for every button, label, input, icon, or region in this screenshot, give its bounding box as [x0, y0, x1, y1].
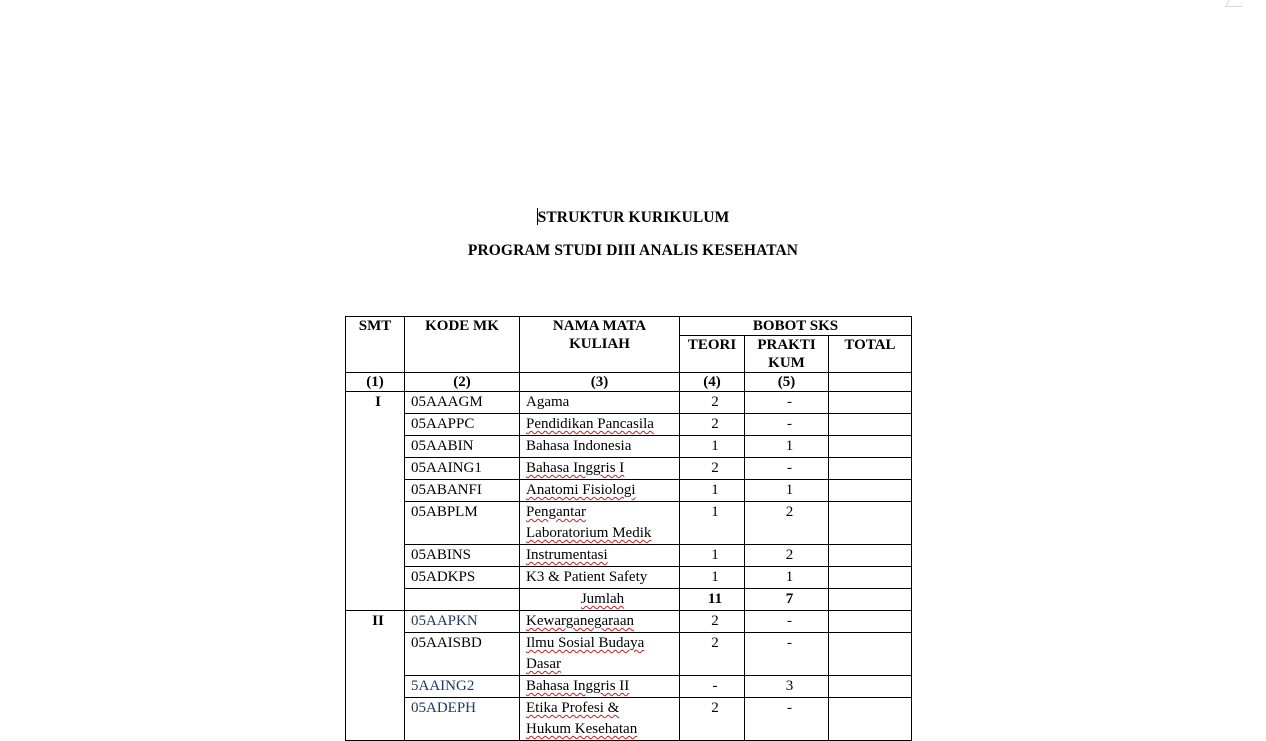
semester-label: I — [346, 392, 405, 611]
praktikum-cell[interactable]: - — [745, 611, 829, 633]
praktikum-cell[interactable]: - — [745, 458, 829, 480]
header-kode: KODE MK — [405, 317, 520, 373]
teori-cell[interactable]: 2 — [680, 698, 745, 741]
kode-cell[interactable]: 05AAPKN — [405, 611, 520, 633]
table-row — [346, 633, 912, 676]
praktikum-cell[interactable]: 2 — [745, 502, 829, 545]
total-cell[interactable] — [829, 633, 912, 676]
teori-cell[interactable]: 2 — [680, 392, 745, 414]
kode-cell[interactable]: 05AAISBD — [405, 633, 520, 676]
jumlah-teori[interactable]: 11 — [680, 589, 745, 611]
teori-cell[interactable]: 1 — [680, 545, 745, 567]
table-row — [346, 698, 912, 741]
table-row — [346, 502, 912, 545]
teori-cell[interactable]: 1 — [680, 567, 745, 589]
jumlah-label-cell[interactable] — [520, 589, 680, 611]
header-row-1 — [346, 317, 912, 336]
document-title-text: STRUKTUR KURIKULUM — [537, 209, 730, 226]
teori-cell[interactable]: 2 — [680, 458, 745, 480]
table-row — [346, 567, 912, 589]
nama-cell[interactable]: Bahasa Indonesia — [520, 436, 680, 458]
nama-cell[interactable] — [520, 545, 680, 567]
total-cell[interactable] — [829, 567, 912, 589]
praktikum-cell[interactable]: 1 — [745, 567, 829, 589]
nama-cell[interactable] — [520, 676, 680, 698]
kode-cell[interactable]: 05AAAGM — [405, 392, 520, 414]
table-row — [346, 414, 912, 436]
column-number: (2) — [405, 373, 520, 392]
jumlah-row — [346, 589, 912, 611]
column-number: (4) — [680, 373, 745, 392]
document-subtitle[interactable]: PROGRAM STUDI DIII ANALIS KESEHATAN — [467, 242, 799, 259]
header-praktikum-line2: KUM — [768, 355, 805, 371]
nama-cell[interactable]: Agama — [520, 392, 680, 414]
table-row — [346, 676, 912, 698]
teori-cell[interactable]: - — [680, 676, 745, 698]
header-praktikum — [745, 336, 829, 373]
teori-cell[interactable]: 2 — [680, 633, 745, 676]
nama-text-line1: Etika Profesi & — [526, 700, 620, 716]
table-row — [346, 480, 912, 502]
teori-cell[interactable]: 2 — [680, 611, 745, 633]
nama-text: Instrumentasi — [526, 547, 608, 563]
praktikum-cell[interactable]: 3 — [745, 676, 829, 698]
nama-text: Bahasa Inggris II — [526, 678, 630, 694]
nama-text-line2: Dasar — [526, 656, 561, 672]
praktikum-cell[interactable]: 2 — [745, 545, 829, 567]
total-cell[interactable] — [829, 480, 912, 502]
table-row — [346, 458, 912, 480]
kode-cell[interactable]: 05ABANFI — [405, 480, 520, 502]
nama-text-line2: Laboratorium Medik — [526, 525, 652, 541]
praktikum-cell[interactable]: 1 — [745, 436, 829, 458]
teori-cell[interactable]: 1 — [680, 436, 745, 458]
total-cell[interactable] — [829, 676, 912, 698]
teori-cell[interactable]: 1 — [680, 480, 745, 502]
jumlah-label: Jumlah — [580, 591, 625, 607]
kode-cell[interactable]: 05ADEPH — [405, 698, 520, 741]
jumlah-total[interactable] — [829, 589, 912, 611]
curriculum-table — [345, 316, 912, 741]
nama-cell[interactable] — [520, 633, 680, 676]
kode-cell-empty[interactable] — [405, 589, 520, 611]
nama-text-line1: Ilmu Sosial Budaya — [526, 635, 645, 651]
column-number: (5) — [745, 373, 829, 392]
nama-text: Kewarganegaraan — [526, 613, 634, 629]
header-nama-line2: KULIAH — [569, 336, 630, 352]
kode-cell[interactable]: 05ABINS — [405, 545, 520, 567]
kode-cell[interactable]: 5AAING2 — [405, 676, 520, 698]
teori-cell[interactable]: 2 — [680, 414, 745, 436]
table-row — [346, 392, 912, 414]
nama-text-line1: Pengantar — [526, 504, 586, 520]
table-row — [346, 545, 912, 567]
nama-text: Bahasa Inggris I — [526, 460, 625, 476]
nama-cell[interactable] — [520, 458, 680, 480]
total-cell[interactable] — [829, 414, 912, 436]
kode-cell[interactable]: 05AAPPC — [405, 414, 520, 436]
total-cell[interactable] — [829, 611, 912, 633]
table-row — [346, 611, 912, 633]
header-total: TOTAL — [829, 336, 912, 373]
praktikum-cell[interactable]: - — [745, 633, 829, 676]
kode-cell[interactable]: 05AABIN — [405, 436, 520, 458]
total-cell[interactable] — [829, 392, 912, 414]
kode-cell[interactable]: 05ABPLM — [405, 502, 520, 545]
total-cell[interactable] — [829, 545, 912, 567]
nama-cell[interactable] — [520, 480, 680, 502]
nama-cell[interactable] — [520, 611, 680, 633]
semester-label: II — [346, 611, 405, 741]
header-smt: SMT — [346, 317, 405, 373]
table-row — [346, 436, 912, 458]
header-praktikum-line1: PRAKTI — [757, 337, 816, 353]
kode-cell[interactable]: 05ADKPS — [405, 567, 520, 589]
header-nama-line1: NAMA MATA — [552, 318, 647, 334]
total-cell[interactable] — [829, 458, 912, 480]
teori-cell[interactable]: 1 — [680, 502, 745, 545]
praktikum-cell[interactable]: - — [745, 392, 829, 414]
nama-text: Anatomi Fisiologi — [526, 482, 636, 498]
praktikum-cell[interactable]: - — [745, 414, 829, 436]
document-title[interactable] — [0, 208, 1266, 227]
kode-cell[interactable]: 05AAING1 — [405, 458, 520, 480]
jumlah-praktikum[interactable]: 7 — [745, 589, 829, 611]
column-number-row — [346, 373, 912, 392]
column-number: (3) — [520, 373, 680, 392]
total-cell[interactable] — [829, 502, 912, 545]
header-bobot: BOBOT SKS — [680, 317, 912, 336]
nama-cell[interactable] — [520, 698, 680, 741]
nama-text: Pendidikan Pancasila — [526, 416, 654, 432]
nama-cell[interactable]: K3 & Patient Safety — [520, 567, 680, 589]
nama-text-line2: Hukum Kesehatan — [526, 721, 638, 737]
page-corner-mark — [1225, 0, 1246, 7]
column-number: (1) — [346, 373, 405, 392]
total-cell[interactable] — [829, 698, 912, 741]
total-cell[interactable] — [829, 436, 912, 458]
nama-cell[interactable] — [520, 414, 680, 436]
praktikum-cell[interactable]: - — [745, 698, 829, 741]
column-number-empty — [829, 373, 912, 392]
nama-cell[interactable] — [520, 502, 680, 545]
praktikum-cell[interactable]: 1 — [745, 480, 829, 502]
header-nama — [520, 317, 680, 373]
header-teori: TEORI — [680, 336, 745, 373]
